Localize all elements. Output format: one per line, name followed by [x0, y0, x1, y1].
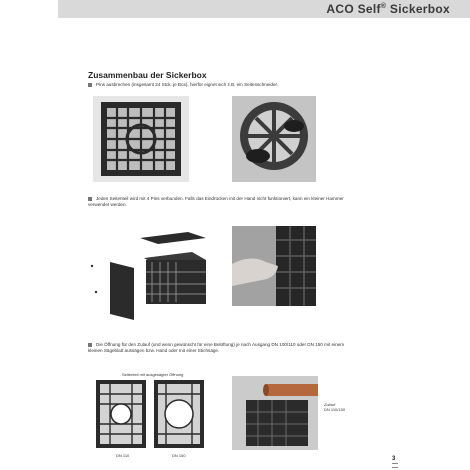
label-dn-110: DN 110: [116, 453, 130, 458]
step-1: [88, 82, 348, 88]
step-3: [88, 342, 348, 354]
bullet-icon: [88, 343, 92, 347]
zulauf-label: Zulauf: [324, 402, 336, 407]
document-title: ACO Self® Sickerbox: [326, 2, 450, 16]
zulauf-dn-label: DN 110/150: [324, 407, 346, 412]
panel-caption: Seitenteil mit ausgesägter Öffnung: [122, 372, 184, 377]
exploded-box-drawing: [88, 222, 214, 326]
photo-pin-assembly: [232, 226, 316, 306]
photo-pin-removal: [232, 96, 316, 182]
section-heading: Zusammenbau der Sickerbox: [88, 70, 207, 80]
panels-drawing: [94, 378, 206, 450]
photo-box-with-inlet: [232, 376, 318, 450]
step-1-text: Pins ausbrechen (insgesamt 24 Stck. je Box), hierfür eignet sich z.B. ein Seitenschneider.: [96, 82, 279, 87]
photo-side-panel: [93, 96, 189, 182]
step-2: [88, 196, 348, 208]
panels-with-opening: [94, 378, 206, 450]
pin-removal-illustration: [232, 96, 316, 182]
step-3-text: Die Öffnung für den Zulauf (und wenn gewünscht für eine Belüftung) je nach Ausgang DN 100/110 oder DN 150 mit einem kleinen Sägeblatt aussägen bzw. Hand oder mit einer Stichsäge.: [88, 342, 345, 353]
bullet-icon: [88, 83, 92, 87]
page-number: 3: [392, 456, 396, 462]
page-number-mark: [392, 463, 398, 468]
bullet-icon: [88, 197, 92, 201]
side-panel-illustration: [93, 96, 189, 182]
step-2-text: Jedes Seitenteil wird mit 4 Pins verbunden. Falls das Eindrücken mit der Hand nicht funktioniert, kann ein kleiner Hammer verwendet werden.: [88, 196, 344, 207]
pin-assembly-illustration: [232, 226, 316, 306]
label-dn-150: DN 150: [172, 453, 186, 458]
box-inlet-illustration: [232, 376, 318, 450]
exploded-box-illustration: [88, 222, 214, 326]
